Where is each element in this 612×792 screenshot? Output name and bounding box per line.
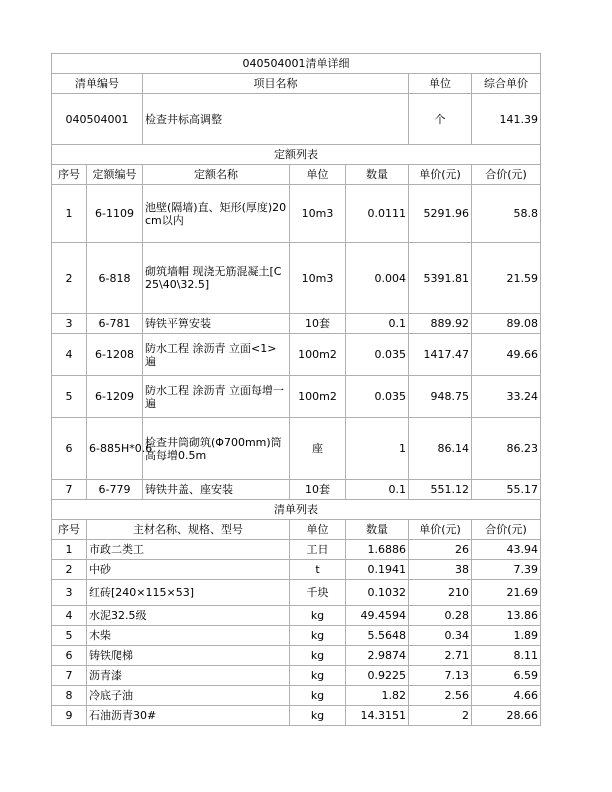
material-total: 21.69 xyxy=(472,580,541,606)
material-qty: 1.6886 xyxy=(346,540,409,560)
quota-qty: 0.1 xyxy=(346,314,409,334)
quota-code: 6-1209 xyxy=(87,376,143,418)
material-unit: kg xyxy=(290,706,346,726)
quota-qty: 0.004 xyxy=(346,243,409,314)
quota-price: 889.92 xyxy=(409,314,472,334)
item-code: 040504001 xyxy=(52,94,143,145)
material-price-header: 单价(元) xyxy=(409,520,472,540)
material-qty: 0.1032 xyxy=(346,580,409,606)
quota-price: 5291.96 xyxy=(409,185,472,243)
quota-row xyxy=(52,314,541,334)
quota-unit: 座 xyxy=(290,418,346,480)
material-price: 26 xyxy=(409,540,472,560)
quota-total-header: 合价(元) xyxy=(472,165,541,185)
material-price: 2 xyxy=(409,706,472,726)
material-total: 28.66 xyxy=(472,706,541,726)
quota-qty-header: 数量 xyxy=(346,165,409,185)
quota-row xyxy=(52,334,541,376)
material-unit: t xyxy=(290,560,346,580)
quota-code-header: 定额编号 xyxy=(87,165,143,185)
material-no: 4 xyxy=(52,606,87,626)
quota-code: 6-818 xyxy=(87,243,143,314)
quota-qty: 0.035 xyxy=(346,376,409,418)
item-unit-header: 单位 xyxy=(409,74,472,94)
material-total: 7.39 xyxy=(472,560,541,580)
material-price: 0.28 xyxy=(409,606,472,626)
quota-name: 检查井筒砌筑(Φ700mm)筒高每增0.5m xyxy=(143,418,290,480)
material-unit: 千块 xyxy=(290,580,346,606)
quota-price: 1417.47 xyxy=(409,334,472,376)
material-name: 沥青漆 xyxy=(87,666,290,686)
quota-header-row xyxy=(52,165,541,185)
material-unit: kg xyxy=(290,646,346,666)
quota-total: 33.24 xyxy=(472,376,541,418)
quota-price: 551.12 xyxy=(409,480,472,500)
quota-unit: 10m3 xyxy=(290,243,346,314)
material-name: 铸铁爬梯 xyxy=(87,646,290,666)
material-row xyxy=(52,686,541,706)
quota-name: 防水工程 涂沥青 立面<1>遍 xyxy=(143,334,290,376)
quota-name: 砌筑墙帽 现浇无筋混凝土[C25\40\32.5] xyxy=(143,243,290,314)
quota-no: 5 xyxy=(52,376,87,418)
quota-no: 4 xyxy=(52,334,87,376)
material-total-header: 合价(元) xyxy=(472,520,541,540)
quota-no: 2 xyxy=(52,243,87,314)
material-header-row xyxy=(52,520,541,540)
quota-price: 5391.81 xyxy=(409,243,472,314)
quota-row xyxy=(52,418,541,480)
material-qty: 2.9874 xyxy=(346,646,409,666)
quota-total: 49.66 xyxy=(472,334,541,376)
quota-no: 7 xyxy=(52,480,87,500)
material-section-title: 清单列表 xyxy=(52,500,541,520)
material-price: 2.71 xyxy=(409,646,472,666)
quota-price: 948.75 xyxy=(409,376,472,418)
quota-price-header: 单价(元) xyxy=(409,165,472,185)
quota-qty: 1 xyxy=(346,418,409,480)
quota-unit: 10套 xyxy=(290,314,346,334)
quota-unit-header: 单位 xyxy=(290,165,346,185)
quota-no: 3 xyxy=(52,314,87,334)
material-total: 43.94 xyxy=(472,540,541,560)
material-total: 1.89 xyxy=(472,626,541,646)
material-total: 4.66 xyxy=(472,686,541,706)
material-row xyxy=(52,646,541,666)
material-unit: kg xyxy=(290,626,346,646)
material-name: 红砖[240×115×53] xyxy=(87,580,290,606)
material-price: 2.56 xyxy=(409,686,472,706)
table-title: 040504001清单详细 xyxy=(52,54,541,74)
quota-code: 6-885H*0.6 xyxy=(87,418,143,480)
material-name: 市政二类工 xyxy=(87,540,290,560)
item-name: 检查井标高调整 xyxy=(143,94,409,145)
quota-total: 58.8 xyxy=(472,185,541,243)
quota-name: 池壁(隔墙)直、矩形(厚度)20cm以内 xyxy=(143,185,290,243)
material-row xyxy=(52,606,541,626)
quota-unit: 100m2 xyxy=(290,376,346,418)
material-no: 2 xyxy=(52,560,87,580)
material-section-row xyxy=(52,500,541,520)
quota-section-row xyxy=(52,145,541,165)
material-total: 8.11 xyxy=(472,646,541,666)
quota-total: 86.23 xyxy=(472,418,541,480)
item-name-header: 项目名称 xyxy=(143,74,409,94)
material-qty: 49.4594 xyxy=(346,606,409,626)
item-price: 141.39 xyxy=(472,94,541,145)
bill-detail-table xyxy=(51,53,541,726)
material-qty: 14.3151 xyxy=(346,706,409,726)
item-price-header: 综合单价 xyxy=(472,74,541,94)
material-name-header: 主材名称、规格、型号 xyxy=(87,520,290,540)
quota-code: 6-1208 xyxy=(87,334,143,376)
material-no: 8 xyxy=(52,686,87,706)
material-price: 210 xyxy=(409,580,472,606)
quota-qty: 0.1 xyxy=(346,480,409,500)
material-no: 1 xyxy=(52,540,87,560)
material-row xyxy=(52,540,541,560)
material-unit-header: 单位 xyxy=(290,520,346,540)
quota-code: 6-1109 xyxy=(87,185,143,243)
material-name: 石油沥青30# xyxy=(87,706,290,726)
material-price: 38 xyxy=(409,560,472,580)
item-header-row xyxy=(52,74,541,94)
material-name: 冷底子油 xyxy=(87,686,290,706)
quota-unit: 100m2 xyxy=(290,334,346,376)
material-unit: 工日 xyxy=(290,540,346,560)
quota-qty: 0.035 xyxy=(346,334,409,376)
quota-no: 6 xyxy=(52,418,87,480)
material-no: 3 xyxy=(52,580,87,606)
quota-row xyxy=(52,480,541,500)
quota-code: 6-779 xyxy=(87,480,143,500)
quota-no: 1 xyxy=(52,185,87,243)
quota-row xyxy=(52,243,541,314)
material-total: 13.86 xyxy=(472,606,541,626)
material-no: 5 xyxy=(52,626,87,646)
material-name: 中砂 xyxy=(87,560,290,580)
material-price: 7.13 xyxy=(409,666,472,686)
quota-name: 铸铁平箅安装 xyxy=(143,314,290,334)
quota-row xyxy=(52,376,541,418)
material-unit: kg xyxy=(290,686,346,706)
material-name: 木柴 xyxy=(87,626,290,646)
quota-section-title: 定额列表 xyxy=(52,145,541,165)
quota-price: 86.14 xyxy=(409,418,472,480)
material-row xyxy=(52,626,541,646)
material-qty: 0.9225 xyxy=(346,666,409,686)
quota-total: 21.59 xyxy=(472,243,541,314)
material-unit: kg xyxy=(290,606,346,626)
material-name: 水泥32.5级 xyxy=(87,606,290,626)
quota-qty: 0.0111 xyxy=(346,185,409,243)
quota-unit: 10套 xyxy=(290,480,346,500)
quota-name: 防水工程 涂沥青 立面每增一遍 xyxy=(143,376,290,418)
quota-name-header: 定额名称 xyxy=(143,165,290,185)
material-no: 6 xyxy=(52,646,87,666)
item-row xyxy=(52,94,541,145)
material-row xyxy=(52,666,541,686)
material-no-header: 序号 xyxy=(52,520,87,540)
material-row xyxy=(52,580,541,606)
material-no: 7 xyxy=(52,666,87,686)
material-qty: 5.5648 xyxy=(346,626,409,646)
material-total: 6.59 xyxy=(472,666,541,686)
material-row xyxy=(52,706,541,726)
material-qty-header: 数量 xyxy=(346,520,409,540)
quota-name: 铸铁井盖、座安装 xyxy=(143,480,290,500)
material-unit: kg xyxy=(290,666,346,686)
quota-no-header: 序号 xyxy=(52,165,87,185)
quota-code: 6-781 xyxy=(87,314,143,334)
material-qty: 1.82 xyxy=(346,686,409,706)
material-no: 9 xyxy=(52,706,87,726)
item-code-header: 清单编号 xyxy=(52,74,143,94)
material-qty: 0.1941 xyxy=(346,560,409,580)
item-unit: 个 xyxy=(409,94,472,145)
material-row xyxy=(52,560,541,580)
quota-row xyxy=(52,185,541,243)
title-row xyxy=(52,54,541,74)
quota-total: 89.08 xyxy=(472,314,541,334)
material-price: 0.34 xyxy=(409,626,472,646)
quota-total: 55.17 xyxy=(472,480,541,500)
quota-unit: 10m3 xyxy=(290,185,346,243)
